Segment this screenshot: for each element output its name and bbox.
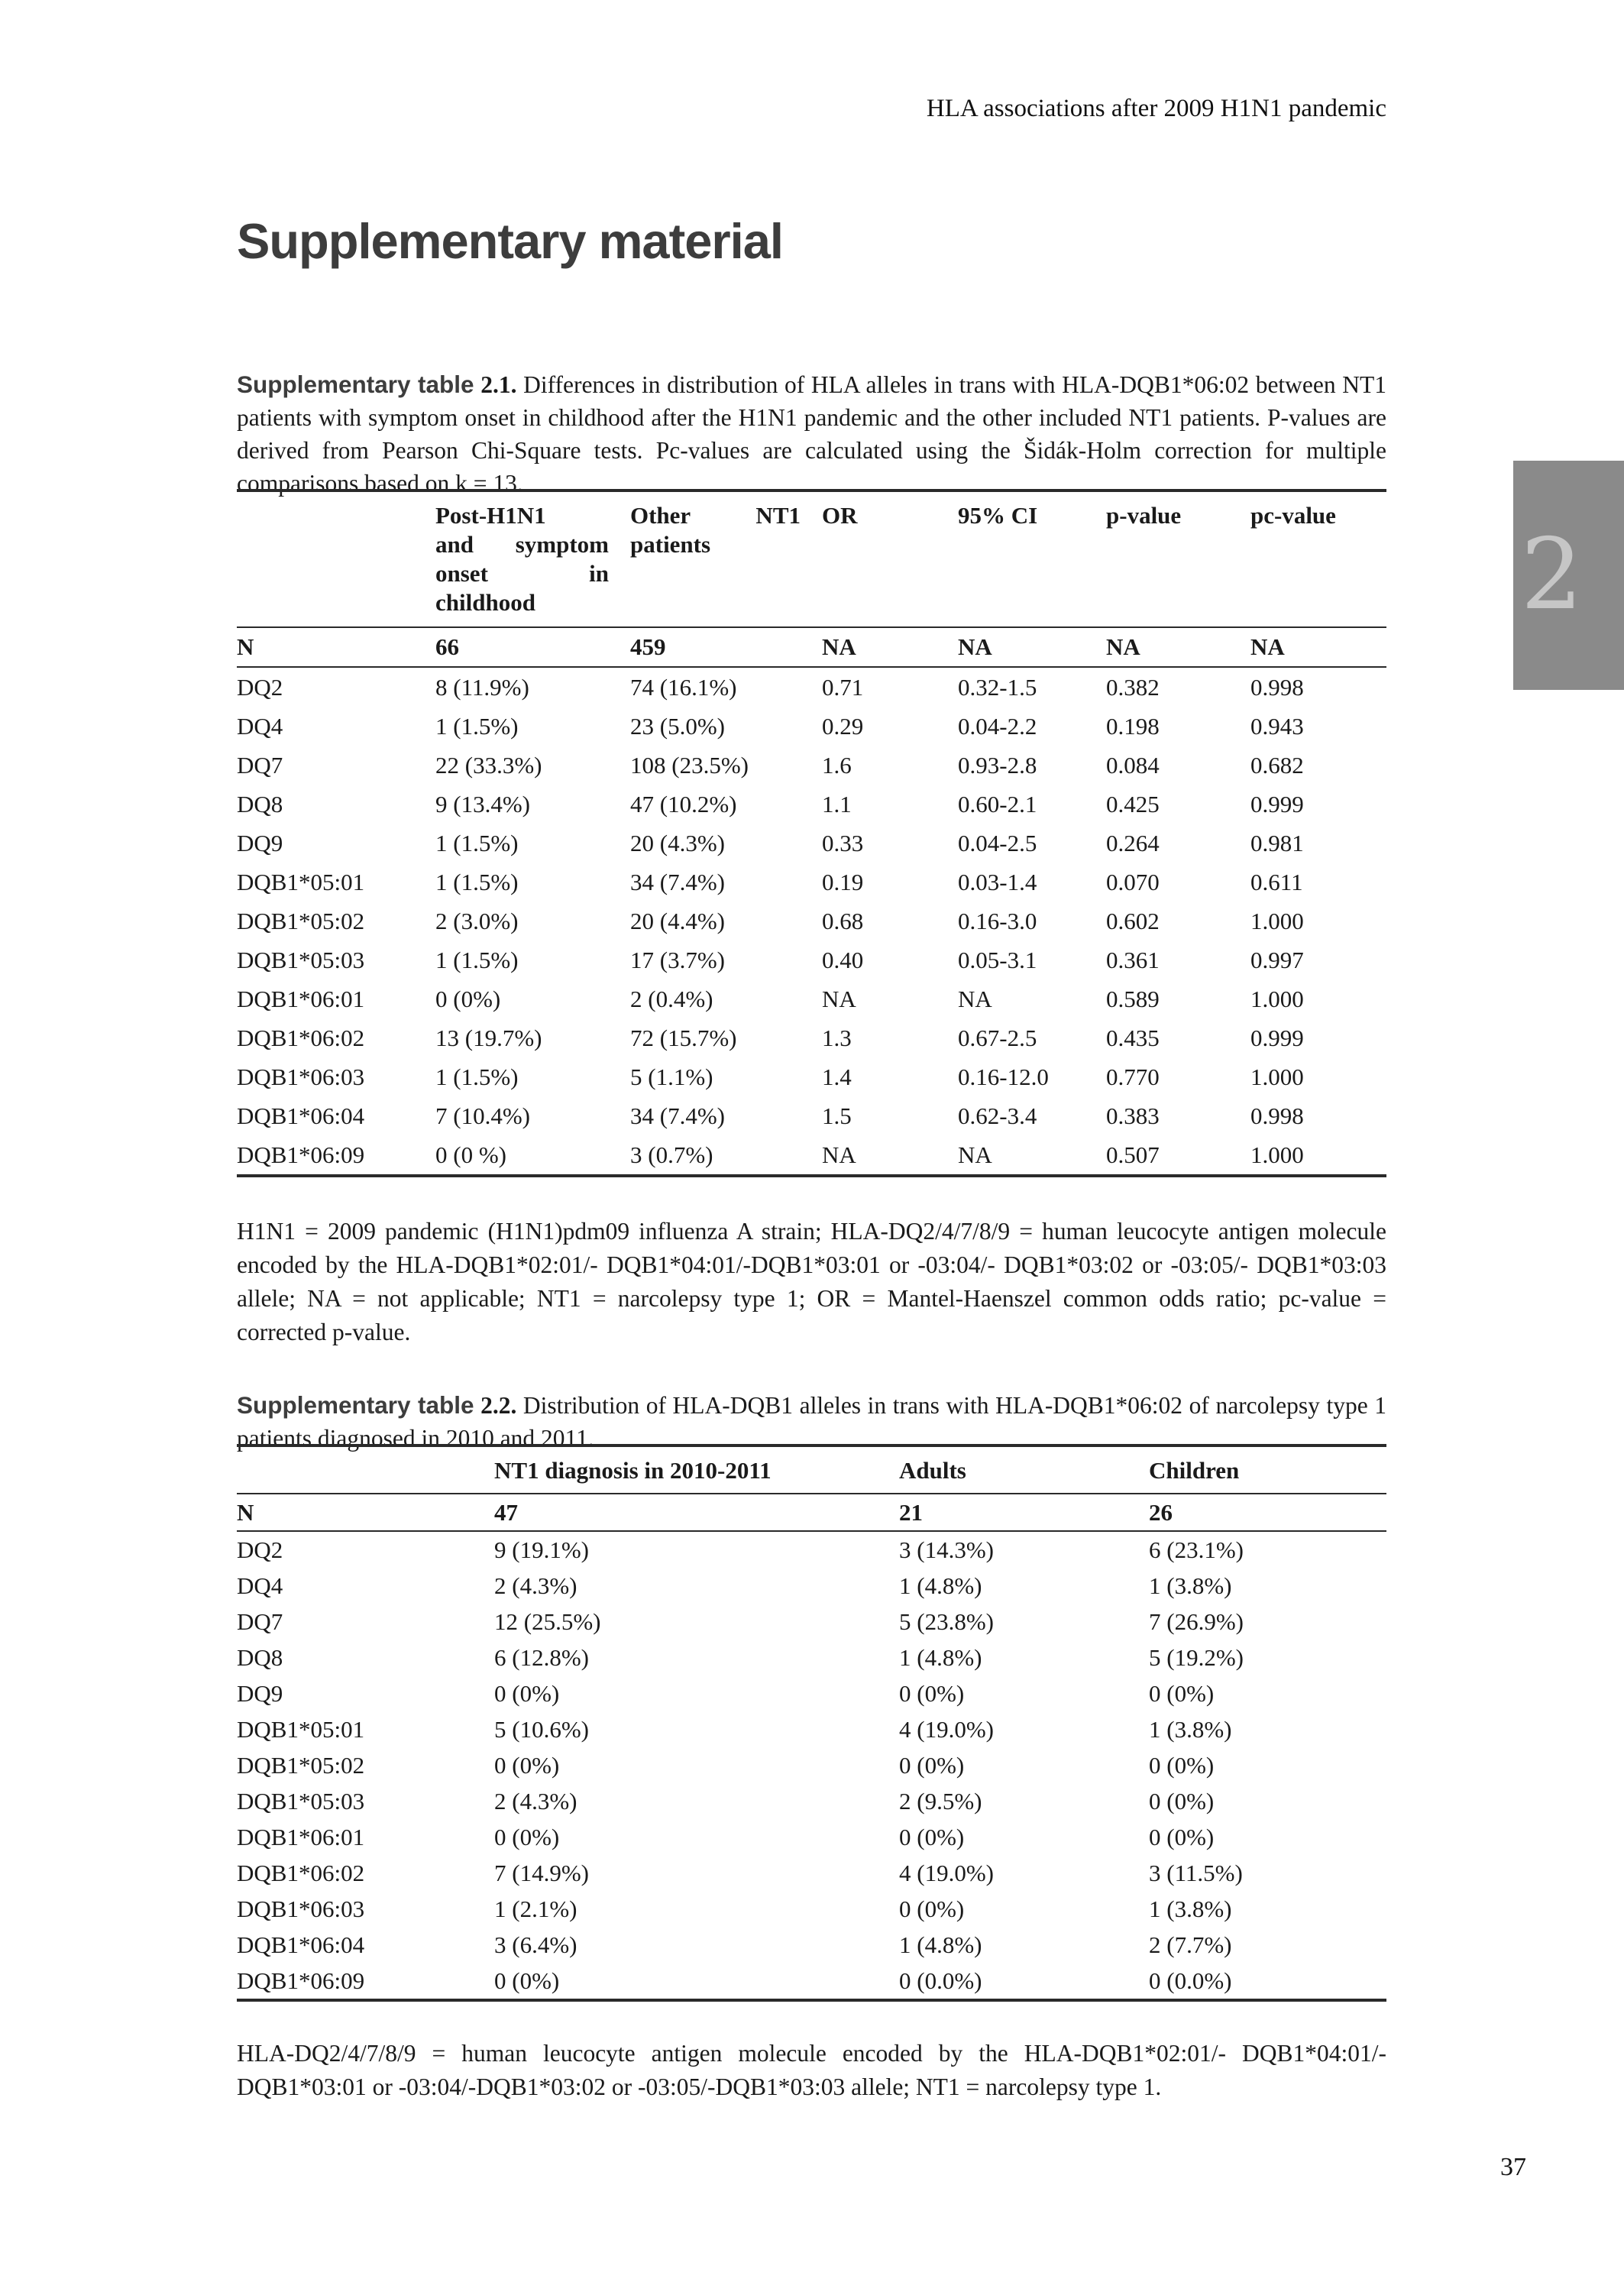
table1-col-blank: [237, 490, 435, 627]
table-cell: 1 (3.8%): [1149, 1715, 1232, 1743]
table-cell: 1 (1.5%): [435, 829, 519, 856]
table-cell: 0 (0%): [1149, 1823, 1215, 1850]
table-cell: NA: [958, 985, 992, 1012]
table-cell: 7 (10.4%): [435, 1102, 530, 1129]
table-cell: 1 (1.5%): [435, 1063, 519, 1090]
table-cell: 0.682: [1250, 751, 1304, 779]
table-cell: DQ9: [237, 829, 283, 856]
table-cell: 0.16-12.0: [958, 1063, 1049, 1090]
table-cell: 0.383: [1106, 1102, 1160, 1129]
table-row: [237, 1568, 1386, 1604]
table-cell: 2 (3.0%): [435, 907, 519, 934]
table-cell: DQ7: [237, 751, 283, 779]
table-row: [237, 667, 1386, 707]
table-cell: DQB1*05:01: [237, 1715, 365, 1743]
table-cell: 0.93-2.8: [958, 751, 1037, 779]
table-cell: 72 (15.7%): [630, 1024, 737, 1051]
table-cell: 0.71: [822, 673, 864, 701]
table-cell: 0.19: [822, 868, 864, 895]
chapter-tab: [1513, 461, 1624, 690]
table-cell: NA: [822, 1141, 856, 1168]
table-row: [237, 1747, 1386, 1783]
table-cell: DQ2: [237, 1536, 283, 1563]
table-cell: DQB1*05:02: [237, 1751, 365, 1779]
table-cell: 0.981: [1250, 829, 1304, 856]
table-cell: DQ4: [237, 712, 283, 740]
table-cell: 0.40: [822, 946, 864, 973]
table-cell: 7 (26.9%): [1149, 1607, 1244, 1635]
table-cell: 74 (16.1%): [630, 673, 737, 701]
table-row: [237, 824, 1386, 863]
table-cell: 1.5: [822, 1102, 852, 1129]
table1-footnote: H1N1 = 2009 pandemic (H1N1)pdm09 influenza A strain; HLA-DQ2/4/7/8/9 = human leucocyte antigen molecule encoded by the HLA-DQB1*02:01/- DQB1*04:01/-DQB1*03:01 or -03:04/- DQB1*03:02 or -03:05/- DQB1*03:03 allele; NA = not applicable; NT1 = narcolepsy type 1; OR = Mantel-Haenszel common odds ratio; pc-value = corrected p-value.: [237, 1217, 1386, 1345]
table-cell: 0.32-1.5: [958, 673, 1037, 701]
table-cell: 7 (14.9%): [494, 1859, 589, 1886]
table-cell: NA: [958, 627, 1106, 667]
table-cell: DQ8: [237, 1643, 283, 1671]
table-cell: 1 (4.8%): [899, 1931, 982, 1958]
table-cell: 1.6: [822, 751, 852, 779]
table-cell: 1.000: [1250, 1141, 1304, 1168]
table-cell: 2 (4.3%): [494, 1572, 577, 1599]
table-cell: DQB1*06:02: [237, 1024, 365, 1051]
table-cell: 0.998: [1250, 1102, 1304, 1129]
table-cell: 0.999: [1250, 790, 1304, 817]
table-row: [237, 1135, 1386, 1176]
table-cell: 0.67-2.5: [958, 1024, 1037, 1051]
table2-caption-text: Distribution of HLA-DQB1 alleles in trans with HLA-DQB1*06:02 of narcolepsy type 1 patients diagnosed in 2010 and 2011.: [237, 1391, 1387, 1452]
table-cell: DQB1*05:02: [237, 907, 365, 934]
table-cell: 0 (0%): [899, 1679, 965, 1707]
table-cell: N: [237, 627, 435, 667]
table-cell: DQB1*06:03: [237, 1063, 365, 1090]
table-cell: 0.084: [1106, 751, 1160, 779]
table-cell: 66: [435, 627, 630, 667]
table1-caption: [237, 368, 1386, 500]
table1-col-pvalue: p-value: [1106, 490, 1250, 627]
table1-caption-text: Differences in distribution of HLA alleles in trans with HLA-DQB1*06:02 between NT1 patients with symptom onset in childhood after the H1N1 pandemic and the other included NT1 patients. P-values are derived from Pearson Chi-Square tests. Pc-values are calculated using the Šidák-Holm correction for multiple comparisons based on k = 13.: [237, 371, 1386, 497]
table-row: [237, 1057, 1386, 1096]
table-row: [237, 1783, 1386, 1819]
table-cell: 34 (7.4%): [630, 1102, 725, 1129]
table-row: [237, 1531, 1386, 1568]
table1-caption-lead: Supplementary table: [237, 370, 474, 398]
table-cell: 5 (23.8%): [899, 1607, 994, 1635]
table1-body: [237, 627, 1386, 667]
table-row: [237, 902, 1386, 940]
table-cell: DQB1*06:04: [237, 1102, 365, 1129]
table-cell: 1.3: [822, 1024, 852, 1051]
table-row: [237, 1711, 1386, 1747]
table-row: [237, 1018, 1386, 1057]
table-cell: 12 (25.5%): [494, 1607, 601, 1635]
table-cell: 3 (0.7%): [630, 1141, 713, 1168]
table-cell: DQB1*06:04: [237, 1931, 365, 1958]
table-cell: 34 (7.4%): [630, 868, 725, 895]
table-cell: DQB1*05:03: [237, 1787, 365, 1814]
table-row: [237, 940, 1386, 979]
table-cell: 0.29: [822, 712, 864, 740]
table2-col-diagnosis: NT1 diagnosis in 2010-2011: [494, 1445, 899, 1494]
table-cell: 13 (19.7%): [435, 1024, 542, 1051]
table-cell: 1.000: [1250, 1063, 1304, 1090]
table-cell: 0 (0%): [899, 1895, 965, 1922]
table1-col-or: OR: [822, 490, 958, 627]
table-cell: 0.264: [1106, 829, 1160, 856]
table-row: [237, 979, 1386, 1018]
table-cell: 0 (0.0%): [899, 1967, 982, 1994]
table-cell: 0.05-3.1: [958, 946, 1037, 973]
table-cell: DQ7: [237, 1607, 283, 1635]
table-cell: NA: [958, 1141, 992, 1168]
table-cell: 3 (6.4%): [494, 1931, 577, 1958]
table-cell: 9 (19.1%): [494, 1536, 589, 1563]
table-cell: 9 (13.4%): [435, 790, 530, 817]
table-cell: 0 (0%): [1149, 1679, 1215, 1707]
table2-header: [237, 1445, 1386, 1494]
table-row: [237, 707, 1386, 746]
table-cell: 21: [899, 1494, 1149, 1531]
table-row: [237, 863, 1386, 902]
table2-caption-lead: Supplementary table: [237, 1390, 474, 1419]
table-cell: 0.611: [1250, 868, 1303, 895]
table-cell: 4 (19.0%): [899, 1859, 994, 1886]
page-title: Supplementary material: [237, 213, 783, 269]
table-cell: 2 (0.4%): [630, 985, 713, 1012]
table-cell: 3 (14.3%): [899, 1536, 994, 1563]
table-cell: 47: [494, 1494, 899, 1531]
table-cell: 6 (23.1%): [1149, 1536, 1244, 1563]
table-cell: 0.507: [1106, 1141, 1160, 1168]
table-cell: NA: [1106, 627, 1250, 667]
table-cell: 4 (19.0%): [899, 1715, 994, 1743]
table1-header-row: [237, 490, 1386, 627]
table-cell: NA: [822, 627, 958, 667]
table-cell: N: [237, 1494, 494, 1531]
table-cell: 0.998: [1250, 673, 1304, 701]
table2-rows: [237, 1531, 1386, 2000]
table-cell: 0 (0%): [494, 1679, 560, 1707]
table2-col-adults: Adults: [899, 1445, 1149, 1494]
table-row: [237, 1604, 1386, 1640]
table-cell: DQB1*06:09: [237, 1141, 365, 1168]
table-cell: DQB1*05:01: [237, 868, 365, 895]
table-cell: 459: [630, 627, 822, 667]
table-cell: DQB1*05:03: [237, 946, 365, 973]
table-cell: 0 (0%): [899, 1823, 965, 1850]
table-cell: 1.000: [1250, 985, 1304, 1012]
table-cell: DQB1*06:01: [237, 1823, 365, 1850]
table-cell: DQB1*06:02: [237, 1859, 365, 1886]
table1-col-ci: 95% CI: [958, 490, 1106, 627]
table-cell: 0.589: [1106, 985, 1160, 1012]
supplementary-table-1: [237, 489, 1386, 1177]
table-cell: 0.04-2.2: [958, 712, 1037, 740]
table-cell: 5 (1.1%): [630, 1063, 713, 1090]
table-cell: 0.33: [822, 829, 864, 856]
table2-col-blank: [237, 1445, 494, 1494]
table-cell: 0 (0%): [1149, 1751, 1215, 1779]
table-cell: 1 (1.5%): [435, 712, 519, 740]
table-cell: 5 (10.6%): [494, 1715, 589, 1743]
table-cell: NA: [1250, 627, 1386, 667]
table-row: [237, 1855, 1386, 1891]
table-row: [237, 1096, 1386, 1135]
table-row: [237, 1927, 1386, 1963]
table-row: [237, 1963, 1386, 2000]
table-cell: DQ9: [237, 1679, 283, 1707]
table-cell: 0 (0%): [1149, 1787, 1215, 1814]
table2-header-row: [237, 1445, 1386, 1494]
table-cell: NA: [822, 985, 856, 1012]
page-number: 37: [1500, 2153, 1526, 2181]
table-cell: 0.198: [1106, 712, 1160, 740]
table-cell: 0 (0%): [494, 1823, 560, 1850]
table-cell: 0 (0.0%): [1149, 1967, 1232, 1994]
table-row: [237, 1675, 1386, 1711]
table-cell: 1.4: [822, 1063, 852, 1090]
table1-col-post-h1n1: Post-H1N1 and symptom onset in childhood: [435, 490, 630, 627]
table-cell: 1 (3.8%): [1149, 1572, 1232, 1599]
table-cell: DQB1*06:03: [237, 1895, 365, 1922]
table-cell: 20 (4.4%): [630, 907, 725, 934]
table1-rows: [237, 667, 1386, 1176]
table2-footnote: HLA-DQ2/4/7/8/9 = human leucocyte antigen molecule encoded by the HLA-DQB1*02:01/- DQB1*04:01/-DQB1*03:01 or -03:04/-DQB1*03:02 or -03:05/-DQB1*03:03 allele; NT1 = narcolepsy type 1.: [237, 2039, 1386, 2100]
table-cell: 2 (9.5%): [899, 1787, 982, 1814]
table-row: [237, 746, 1386, 785]
table2-body: [237, 1494, 1386, 1531]
table-cell: 26: [1149, 1494, 1386, 1531]
table-cell: 0 (0%): [899, 1751, 965, 1779]
table-cell: 0.60-2.1: [958, 790, 1037, 817]
table-cell: 2 (4.3%): [494, 1787, 577, 1814]
table-cell: 0.361: [1106, 946, 1160, 973]
table-cell: DQ8: [237, 790, 283, 817]
table2-col-children: Children: [1149, 1445, 1386, 1494]
table-cell: 0.435: [1106, 1024, 1160, 1051]
table-cell: 0.602: [1106, 907, 1160, 934]
table1-header: [237, 490, 1386, 627]
table-cell: 1 (1.5%): [435, 946, 519, 973]
table-cell: 1 (4.8%): [899, 1643, 982, 1671]
table1-caption-number: 2.1.: [480, 371, 517, 398]
table-cell: 47 (10.2%): [630, 790, 737, 817]
table-cell: 0.03-1.4: [958, 868, 1037, 895]
table-cell: 0.770: [1106, 1063, 1160, 1090]
table-cell: 5 (19.2%): [1149, 1643, 1244, 1671]
table-cell: 0.04-2.5: [958, 829, 1037, 856]
table-cell: 8 (11.9%): [435, 673, 529, 701]
table-cell: 0 (0%): [494, 1751, 560, 1779]
table-row: [237, 1891, 1386, 1927]
table-cell: 0.382: [1106, 673, 1160, 701]
table1-n-row: [237, 627, 1386, 667]
table2-caption-number: 2.2.: [480, 1391, 517, 1419]
table-cell: 0.999: [1250, 1024, 1304, 1051]
table-cell: 0.070: [1106, 868, 1160, 895]
table-cell: 1 (4.8%): [899, 1572, 982, 1599]
table2-n-row: [237, 1494, 1386, 1531]
table-cell: 1 (3.8%): [1149, 1895, 1232, 1922]
chapter-number: 2: [1520, 518, 1584, 632]
table-cell: DQ4: [237, 1572, 283, 1599]
table-cell: 0 (0%): [494, 1967, 560, 1994]
table-cell: DQB1*06:09: [237, 1967, 365, 1994]
table-cell: 1 (1.5%): [435, 868, 519, 895]
table-cell: DQB1*06:01: [237, 985, 365, 1012]
table-row: [237, 1640, 1386, 1675]
table-cell: 2 (7.7%): [1149, 1931, 1232, 1958]
table-cell: 20 (4.3%): [630, 829, 725, 856]
supplementary-table-2: [237, 1444, 1386, 2002]
table-cell: 6 (12.8%): [494, 1643, 589, 1671]
table-row: [237, 785, 1386, 824]
table-cell: 0 (0 %): [435, 1141, 506, 1168]
table-cell: 0.425: [1106, 790, 1160, 817]
table-cell: 108 (23.5%): [630, 751, 749, 779]
table-cell: 0.997: [1250, 946, 1304, 973]
table-cell: 1 (2.1%): [494, 1895, 577, 1922]
table1-col-pcvalue: pc-value: [1250, 490, 1386, 627]
table1-col-other-nt1: Other NT1 patients: [630, 490, 822, 627]
table-cell: DQ2: [237, 673, 283, 701]
table-cell: 0.16-3.0: [958, 907, 1037, 934]
table-cell: 0.68: [822, 907, 864, 934]
table-row: [237, 1819, 1386, 1855]
table-cell: 1.1: [822, 790, 852, 817]
table-cell: 23 (5.0%): [630, 712, 725, 740]
table-cell: 0.943: [1250, 712, 1304, 740]
table-cell: 17 (3.7%): [630, 946, 725, 973]
table-cell: 1.000: [1250, 907, 1304, 934]
table-cell: 3 (11.5%): [1149, 1859, 1243, 1886]
table-cell: 0 (0%): [435, 985, 501, 1012]
running-header: HLA associations after 2009 H1N1 pandemic: [926, 95, 1386, 122]
table-cell: 0.62-3.4: [958, 1102, 1037, 1129]
table-cell: 22 (33.3%): [435, 751, 542, 779]
